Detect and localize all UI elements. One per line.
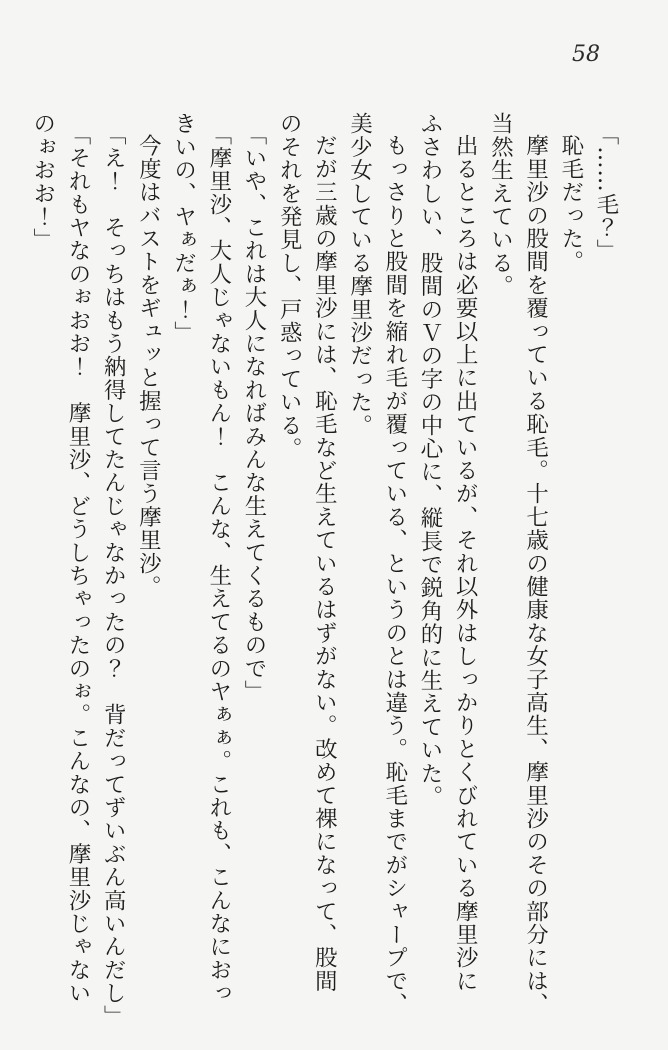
text-column-4: 当然生えている。: [487, 112, 514, 298]
text-column-8: 美少女している摩里沙だった。: [346, 112, 373, 437]
text-column-14: 今度はバストをギュッと握って言う摩里沙。: [135, 134, 162, 599]
text-column-17: のぉおお！」: [29, 112, 56, 252]
text-column-3: 摩里沙の股間を覆っている恥毛。十七歳の健康な女子高生、摩里沙のその部分には、: [522, 134, 549, 1016]
text-column-1: 「……毛？」: [593, 123, 619, 263]
text-column-2: 恥毛だった。: [557, 134, 584, 274]
page-number: 58: [572, 42, 600, 67]
text-column-5: 出るところは必要以上に出ているが、それ以外はしっかりとくびれている摩里沙に: [452, 134, 479, 993]
text-column-13: きいの、ヤぁだぁ！」: [170, 112, 197, 344]
text-column-6: ふさわしい、股間のＶの字の中心に、縦長で鋭角的に生えていた。: [416, 112, 443, 808]
text-column-15: 「え！ そっちはもう納得してたんじゃなかったの？ 背だってずいぶん高いんだし」: [100, 123, 127, 1028]
novel-text-block: [25, 112, 623, 1030]
text-column-11: 「いや、これは大人になればみんな生えてくるもので」: [240, 123, 267, 704]
text-column-9: だが三歳の摩里沙には、恥毛など生えているはずがない。改めて裸になって、股間: [311, 134, 338, 993]
text-column-16: 「それもヤなのぉおお！ 摩里沙、どうしちゃったのぉ。こんなの、摩里沙じゃない: [64, 123, 91, 1005]
text-column-7: もっさりと股間を縮れ毛が覆っている、というのとは違う。恥毛までがシャープで、: [381, 134, 408, 1016]
text-column-10: のそれを発見し、戸惑っている。: [276, 112, 303, 460]
text-column-12: 「摩里沙、大人じゃないもん！ こんな、生えてるのヤぁぁ。これも、こんなにおっ: [205, 123, 232, 1005]
